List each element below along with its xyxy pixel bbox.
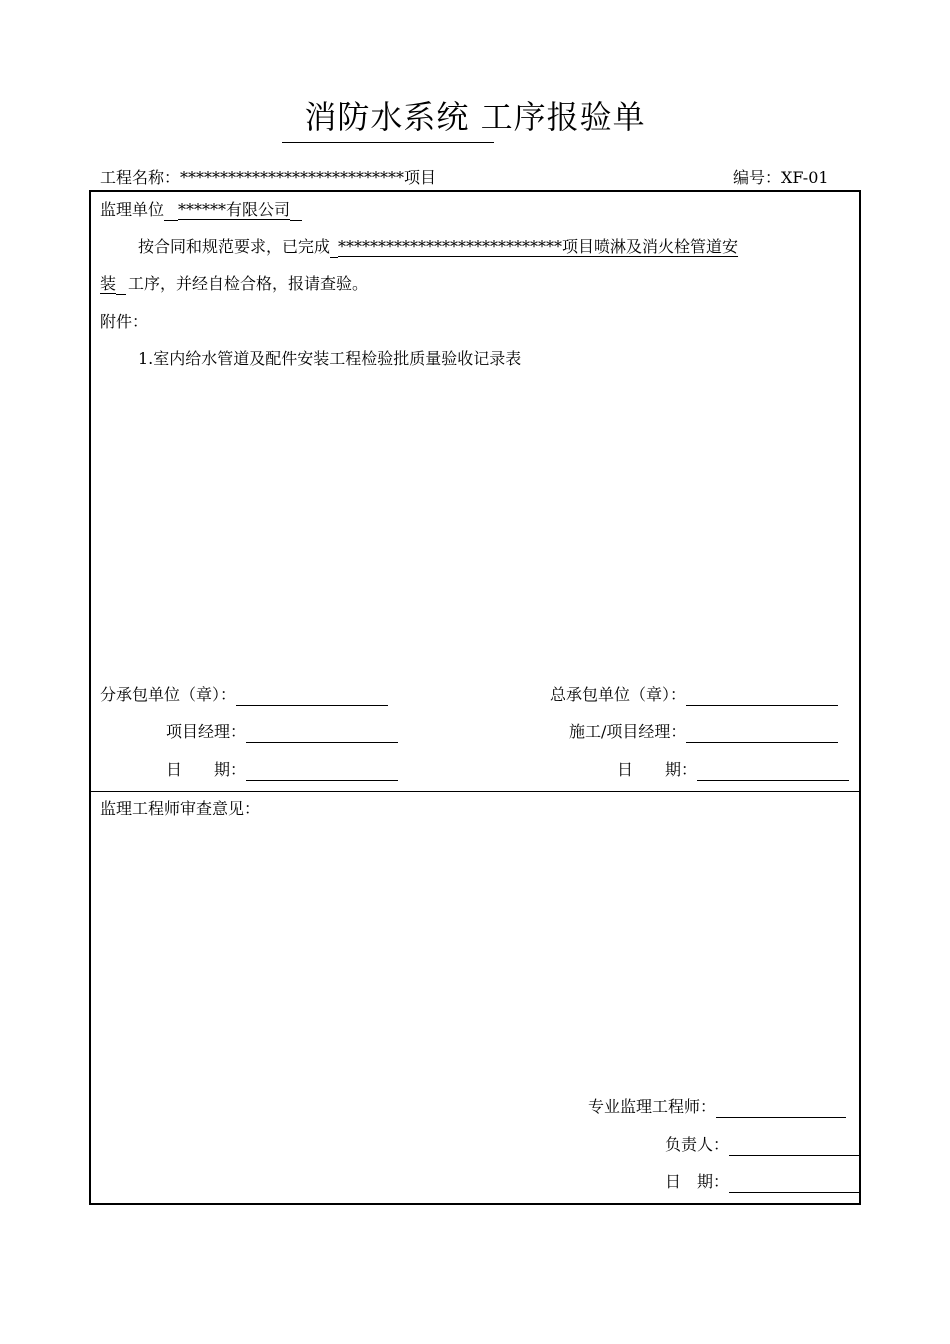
supervisor-date <box>665 1171 859 1193</box>
subcontractor-date-label: 日 期： <box>166 760 247 779</box>
form-number-value: XF-01 <box>781 168 829 187</box>
subcontractor-date-line <box>246 762 398 781</box>
project-name <box>100 167 436 189</box>
construction-manager-label: 施工/项目经理： <box>569 722 687 741</box>
statement-line-2 <box>100 273 368 295</box>
construction-manager-line <box>686 724 838 743</box>
subcontractor-manager-line <box>246 724 398 743</box>
statement-work-lead <box>330 239 338 258</box>
supervising-engineer-label: 专业监理工程师： <box>588 1097 717 1116</box>
construction-manager <box>569 721 838 743</box>
general-contractor-unit-line <box>686 687 838 706</box>
title-underline <box>282 142 494 143</box>
supervising-engineer-line <box>716 1099 846 1118</box>
supervisor-unit-lead <box>164 202 178 221</box>
project-name-value: ****************************项目 <box>180 168 437 187</box>
subcontractor-date <box>166 759 398 781</box>
statement-prefix: 按合同和规范要求，已完成 <box>138 237 331 256</box>
supervisor-unit-value: ******有限公司 <box>178 200 291 219</box>
attachment-item: 1.室内给水管道及配件安装工程检验批质量验收记录表 <box>138 349 522 368</box>
section-divider <box>90 791 860 792</box>
supervising-engineer <box>588 1096 846 1118</box>
subcontractor-unit-line <box>236 687 388 706</box>
general-contractor-unit-label: 总承包单位（章）： <box>550 685 687 704</box>
subcontractor-manager-label: 项目经理： <box>166 722 247 741</box>
page-title: 消防水系统 工序报验单 <box>304 98 646 136</box>
form-number <box>733 167 829 189</box>
attachment-label: 附件： <box>100 312 149 331</box>
subcontractor-unit <box>100 684 388 706</box>
responsible-person-line <box>729 1137 859 1156</box>
supervisor-date-line <box>729 1174 859 1193</box>
responsible-person <box>665 1134 859 1156</box>
statement-work-line1: ****************************项目喷淋及消火栓管道安 <box>338 237 739 256</box>
supervisor-date-label: 日 期： <box>665 1172 730 1191</box>
statement-work-tail <box>116 276 126 295</box>
responsible-person-label: 负责人： <box>665 1135 730 1154</box>
statement-suffix: 工序，并经自检合格，报请查验。 <box>128 274 369 293</box>
subcontractor-unit-label: 分承包单位（章）： <box>100 685 237 704</box>
supervisor-opinion-label: 监理工程师审查意见： <box>100 799 261 818</box>
general-contractor-unit <box>550 684 838 706</box>
statement-work-line2: 装 <box>100 274 117 293</box>
general-contractor-date-label: 日 期： <box>617 760 698 779</box>
general-contractor-date-line <box>697 762 849 781</box>
project-name-label: 工程名称： <box>100 168 181 187</box>
supervisor-unit-tail <box>290 202 302 221</box>
supervisor-unit-label: 监理单位 <box>100 200 165 219</box>
subcontractor-manager <box>166 721 398 743</box>
general-contractor-date <box>617 759 849 781</box>
statement-line-1 <box>138 236 738 258</box>
supervisor-unit <box>100 199 302 221</box>
form-number-label: 编号： <box>733 168 782 187</box>
